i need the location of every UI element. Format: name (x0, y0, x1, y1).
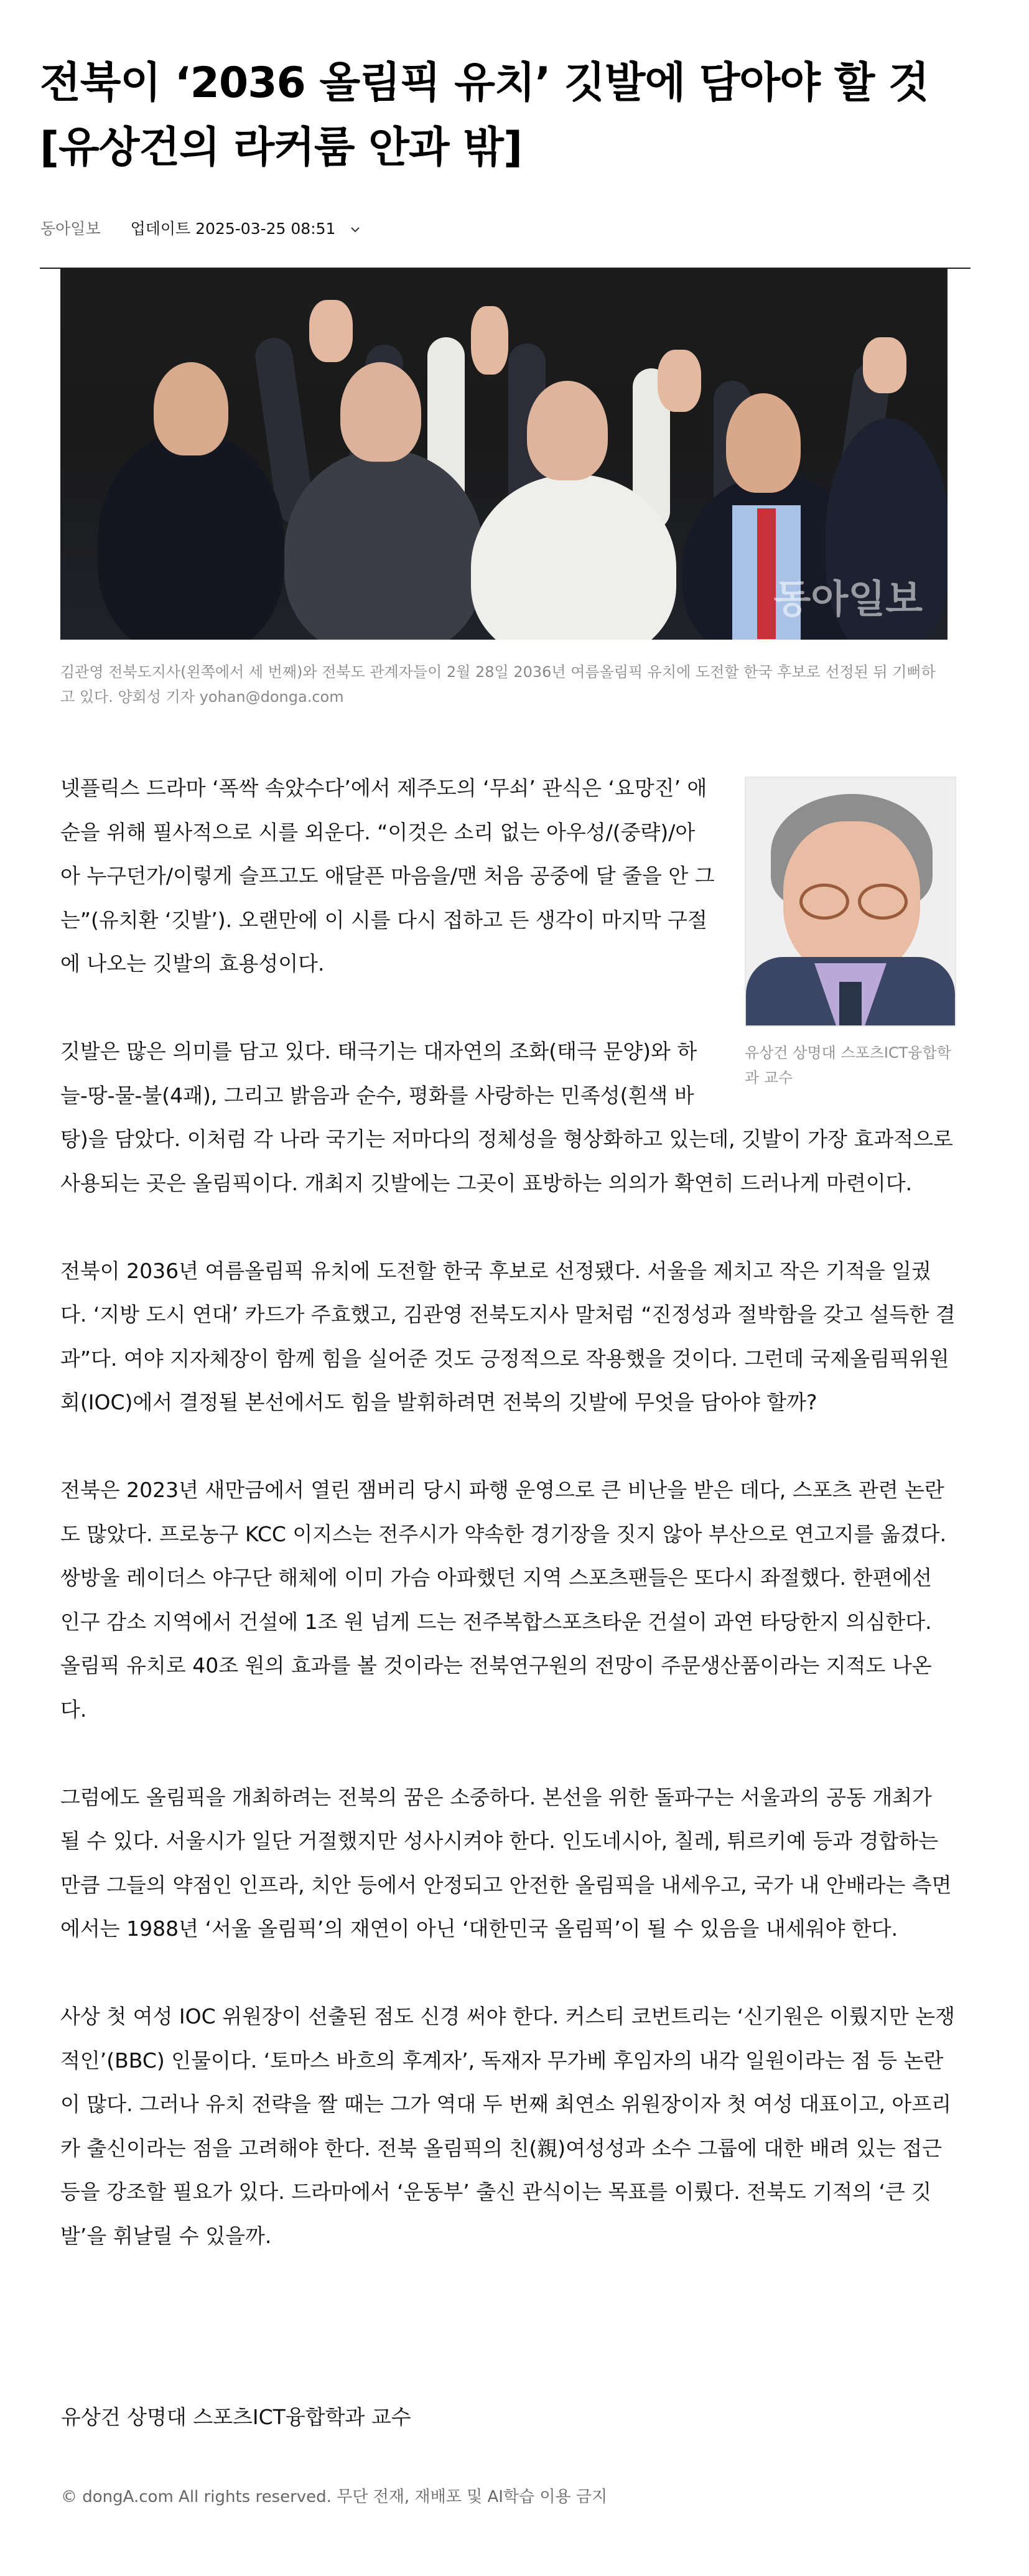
article-title-line2: [유상건의 라커룸 안과 밖] (40, 123, 523, 172)
author-signature: 유상건 상명대 스포츠ICT융합학과 교수 (61, 2405, 411, 2429)
person-face (340, 362, 421, 462)
paragraph: 깃발은 많은 의미를 담고 있다. 태극기는 대자연의 조화(태극 문양)와 하늘-땅-물-불(4괘), 그리고 밝음과 순수, 평화를 사랑하는 민족성(흰색 바탕)을 담았다. 이처럼 각 나라 국기는 저마다의 정체성을 형상화하고 있는데, 깃발이 가장 효과적으로 사용되는 곳은 올림픽이다. 개최지 깃발에는 그곳이 표방하는 의의가 확연히 드러나게 마련이다. (60, 1039, 953, 1195)
paragraph: 사상 첫 여성 IOC 위원장이 선출된 점도 신경 써야 한다. 커스티 코번트리는 ‘신기원은 이뤘지만 논쟁적인’(BBC) 인물이다. ‘토마스 바흐의 후계자’, 독재자 무가베 후임자의 내각 일원이라는 점 등 논란이 많다. 그러나 유치 전략을 짤 때는 그가 역대 두 번째 최연소 위원장이자 첫 여성 대표이고, 아프리카 출신이라는 점을 고려해야 한다. 전북 올림픽의 친(親)여성성과 소수 그룹에 대한 배려 있는 접근 등을 강조할 필요가 있다. 드라마에서 ‘운동부’ 출신 관식이는 목표를 이뤘다. 전북도 기적의 ‘큰 깃발’을 휘날릴 수 있을까. (60, 2004, 955, 2248)
article-meta (40, 215, 361, 240)
paragraph: 전북이 2036년 여름올림픽 유치에 도전할 한국 후보로 선정됐다. 서울을 제치고 작은 기적을 일궜다. ‘지방 도시 연대’ 카드가 주효했고, 김관영 전북도지사 말처럼 “진정성과 절박함을 갖고 설득한 결과”다. 여야 지자체장이 함께 힘을 실어준 것도 긍정적으로 작용했을 것이다. 그런데 국제올림픽위원회(IOC)에서 결정될 본선에서도 힘을 발휘하려면 전북의 깃발에 무엇을 담아야 할까? (60, 1258, 956, 1414)
photo-caption: 김관영 전북도지사(왼쪽에서 세 번째)와 전북도 관계자들이 2월 28일 2036년 여름올림픽 유치에 도전할 한국 후보로 선정된 뒤 기뻐하고 있다. 양회성 기자 yohan@donga.com (60, 663, 936, 706)
paragraph: 그럼에도 올림픽을 개최하려는 전북의 꿈은 소중하다. 본선을 위한 돌파구는 서울과의 공동 개최가 될 수 있다. 서울시가 일단 거절했지만 성사시켜야 한다. 인도네시아, 칠레, 튀르키예 등과 경합하는 만큼 그들의 약점인 인프라, 치안 등에서 안정되고 안전한 올림픽을 내세우고, 국가 내 안배라는 측면에서는 1988년 ‘서울 올림픽’의 재연이 아닌 ‘대한민국 올림픽’이 될 수 있음을 내세워야 한다. (60, 1785, 952, 1941)
person (98, 431, 284, 640)
article-title (40, 51, 973, 180)
author-photo-caption: 유상건 상명대 스포츠ICT융합학과 교수 (745, 1044, 951, 1086)
author-photo[interactable] (745, 777, 956, 1027)
joined-hands (863, 337, 906, 393)
copyright-notice: © dongA.com All rights reserved. 무단 전재, 재배포 및 AI학습 이용 금지 (61, 2488, 608, 2506)
paragraph: 전북은 2023년 새만금에서 열린 잼버리 당시 파행 운영으로 큰 비난을 받은 데다, 스포츠 관련 논란도 많았다. 프로농구 KCC 이지스는 전주시가 약속한 경기장을 짓지 않아 부산으로 연고지를 옮겼다. 쌍방울 레이더스 야구단 해체에 이미 가슴 아파했던 지역 스포츠팬들은 또다시 좌절했다. 한편에선 인구 감소 지역에서 건설에 1조 원 넘게 드는 전주복합스포츠타운 건설이 과연 타당한지 의심한다. 올림픽 유치로 40조 원의 효과를 볼 것이라는 전북연구원의 전망이 주문생산품이라는 지적도 나온다. (60, 1478, 947, 1722)
person-face (154, 362, 228, 455)
hero-photo[interactable] (60, 269, 948, 640)
photo-watermark: 동아일보 (773, 576, 923, 622)
author-profile (745, 777, 956, 1090)
joined-hands (309, 300, 353, 362)
article-title-line1: 전북이 ‘2036 올림픽 유치’ 깃발에 담아야 할 것 (40, 58, 929, 108)
article-body (60, 767, 956, 2302)
author-tie (839, 982, 862, 1025)
glasses-left (799, 884, 849, 920)
person-face (527, 381, 608, 480)
glasses-right (858, 884, 908, 920)
person-face (726, 393, 801, 493)
updated-timestamp: 업데이트 2025-03-25 08:51 (130, 220, 336, 238)
paragraph: 넷플릭스 드라마 ‘폭싹 속았수다’에서 제주도의 ‘무쇠’ 관식은 ‘요망진’ 애순을 위해 필사적으로 시를 외운다. “이것은 소리 없는 아우성/(중략)/아아 누구던가/이렇게 슬프고도 애달픈 마음을/맨 처음 공중에 달 줄을 안 그는”(유치환 ‘깃발’). 오랜만에 이 시를 다시 접하고 든 생각이 마지막 구절에 나오는 깃발의 효용성이다. (60, 776, 715, 976)
chevron-down-icon[interactable] (349, 222, 361, 234)
joined-hands (658, 350, 701, 412)
source-name: 동아일보 (40, 220, 101, 238)
joined-hands (471, 306, 508, 375)
